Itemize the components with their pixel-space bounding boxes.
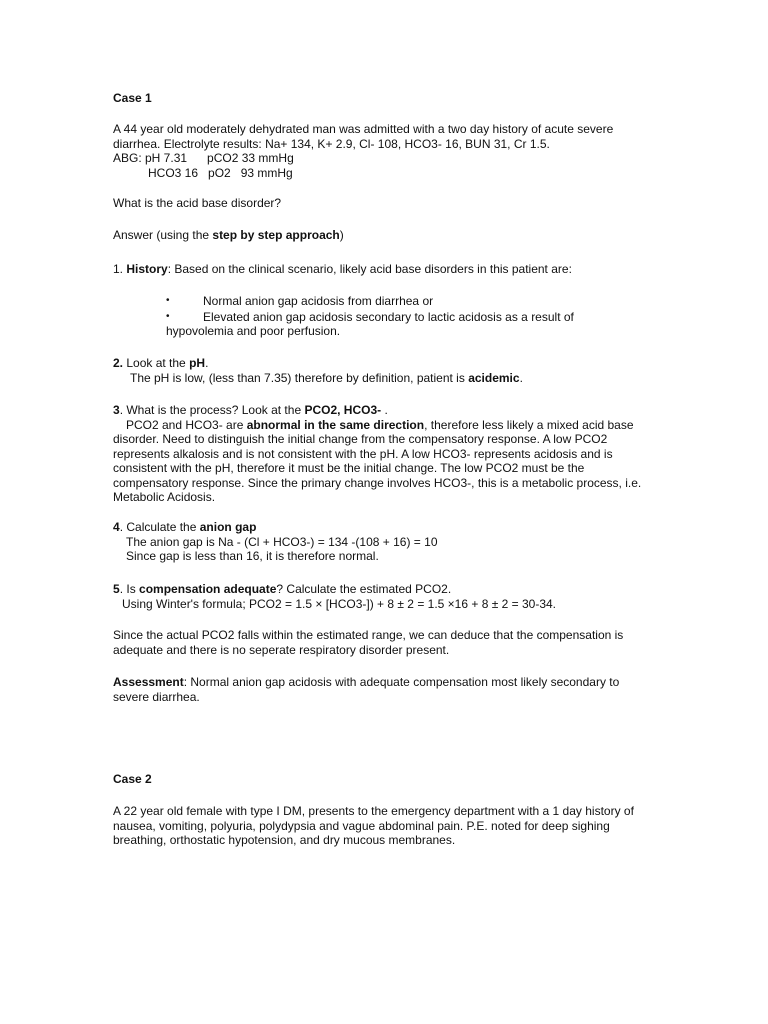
case1-intro: A 44 year old moderately dehydrated man was admitted with a two day history of acute severe diarrhea. Electrolyte results: Na+ 134, K+ 2.9, Cl- 108, HCO3- 16, BUN 31, Cr 1.5. ABG: pH 7.31 pCO2 33 mmHg HCO3 16 pO2 93 mmHg	[113, 122, 614, 180]
assessment-paragraph: Assessment: Normal anion gap acidosis with adequate compensation most likely secondary to severe diarrhea.	[113, 675, 620, 704]
step-3-process: 3. What is the process? Look at the PCO2, HCO3- . PCO2 and HCO3- are abnormal in the same direction, therefore less likely a mixed acid base disorder. Need to distinguish the initial change from the compensatory response. A low PCO2 represents alkalosis and is not consistent with the pH. A low HCO3- represents acidosis and is consistent with the pH, therefore it must be the initial change. The low PCO2 must be the compensatory response. Since the primary change involves HCO3-, this is a metabolic process, i.e. Metabolic Acidosis.	[113, 403, 642, 504]
step-5-compensation: 5. Is compensation adequate? Calculate the estimated PCO2. Using Winter's formula; PCO2 = 1.5 × [HCO3-]) + 8 ± 2 = 1.5 ×16 + 8 ± 2 = 30-34.	[113, 582, 557, 611]
bullet-list	[166, 294, 646, 339]
step-4-anion-gap: 4. Calculate the anion gap The anion gap is Na - (Cl + HCO3-) = 134 -(108 + 16) = 10 Since gap is less than 16, it is therefore normal.	[113, 520, 438, 563]
case2-heading: Case 2	[113, 772, 152, 786]
bullet-icon: •	[166, 310, 170, 322]
conclusion-paragraph: Since the actual PCO2 falls within the estimated range, we can deduce that the compensation is adequate and there is no seperate respiratory disorder present.	[113, 628, 624, 657]
case1-heading: Case 1	[113, 91, 152, 105]
case1-answer-intro: Answer (using the step by step approach)	[113, 228, 344, 242]
list-item: • Elevated anion gap acidosis secondary to lactic acidosis as a result of hypovolemia and poor perfusion.	[166, 309, 574, 338]
case1-question: What is the acid base disorder?	[113, 196, 282, 210]
step-1-history: 1. History: Based on the clinical scenario, likely acid base disorders in this patient are:	[113, 262, 572, 276]
bullet-icon: •	[166, 295, 170, 306]
case2-intro: A 22 year old female with type I DM, presents to the emergency department with a 1 day history of nausea, vomiting, polyuria, polydypsia and vague abdominal pain. P.E. noted for deep sighing breathing, orthostatic hypotension, and dry mucous membranes.	[113, 804, 634, 847]
step-2-ph: 2. Look at the pH. The pH is low, (less than 7.35) therefore by definition, patient is acidemic.	[113, 356, 523, 385]
list-item: • Normal anion gap acidosis from diarrhea or	[166, 294, 434, 308]
